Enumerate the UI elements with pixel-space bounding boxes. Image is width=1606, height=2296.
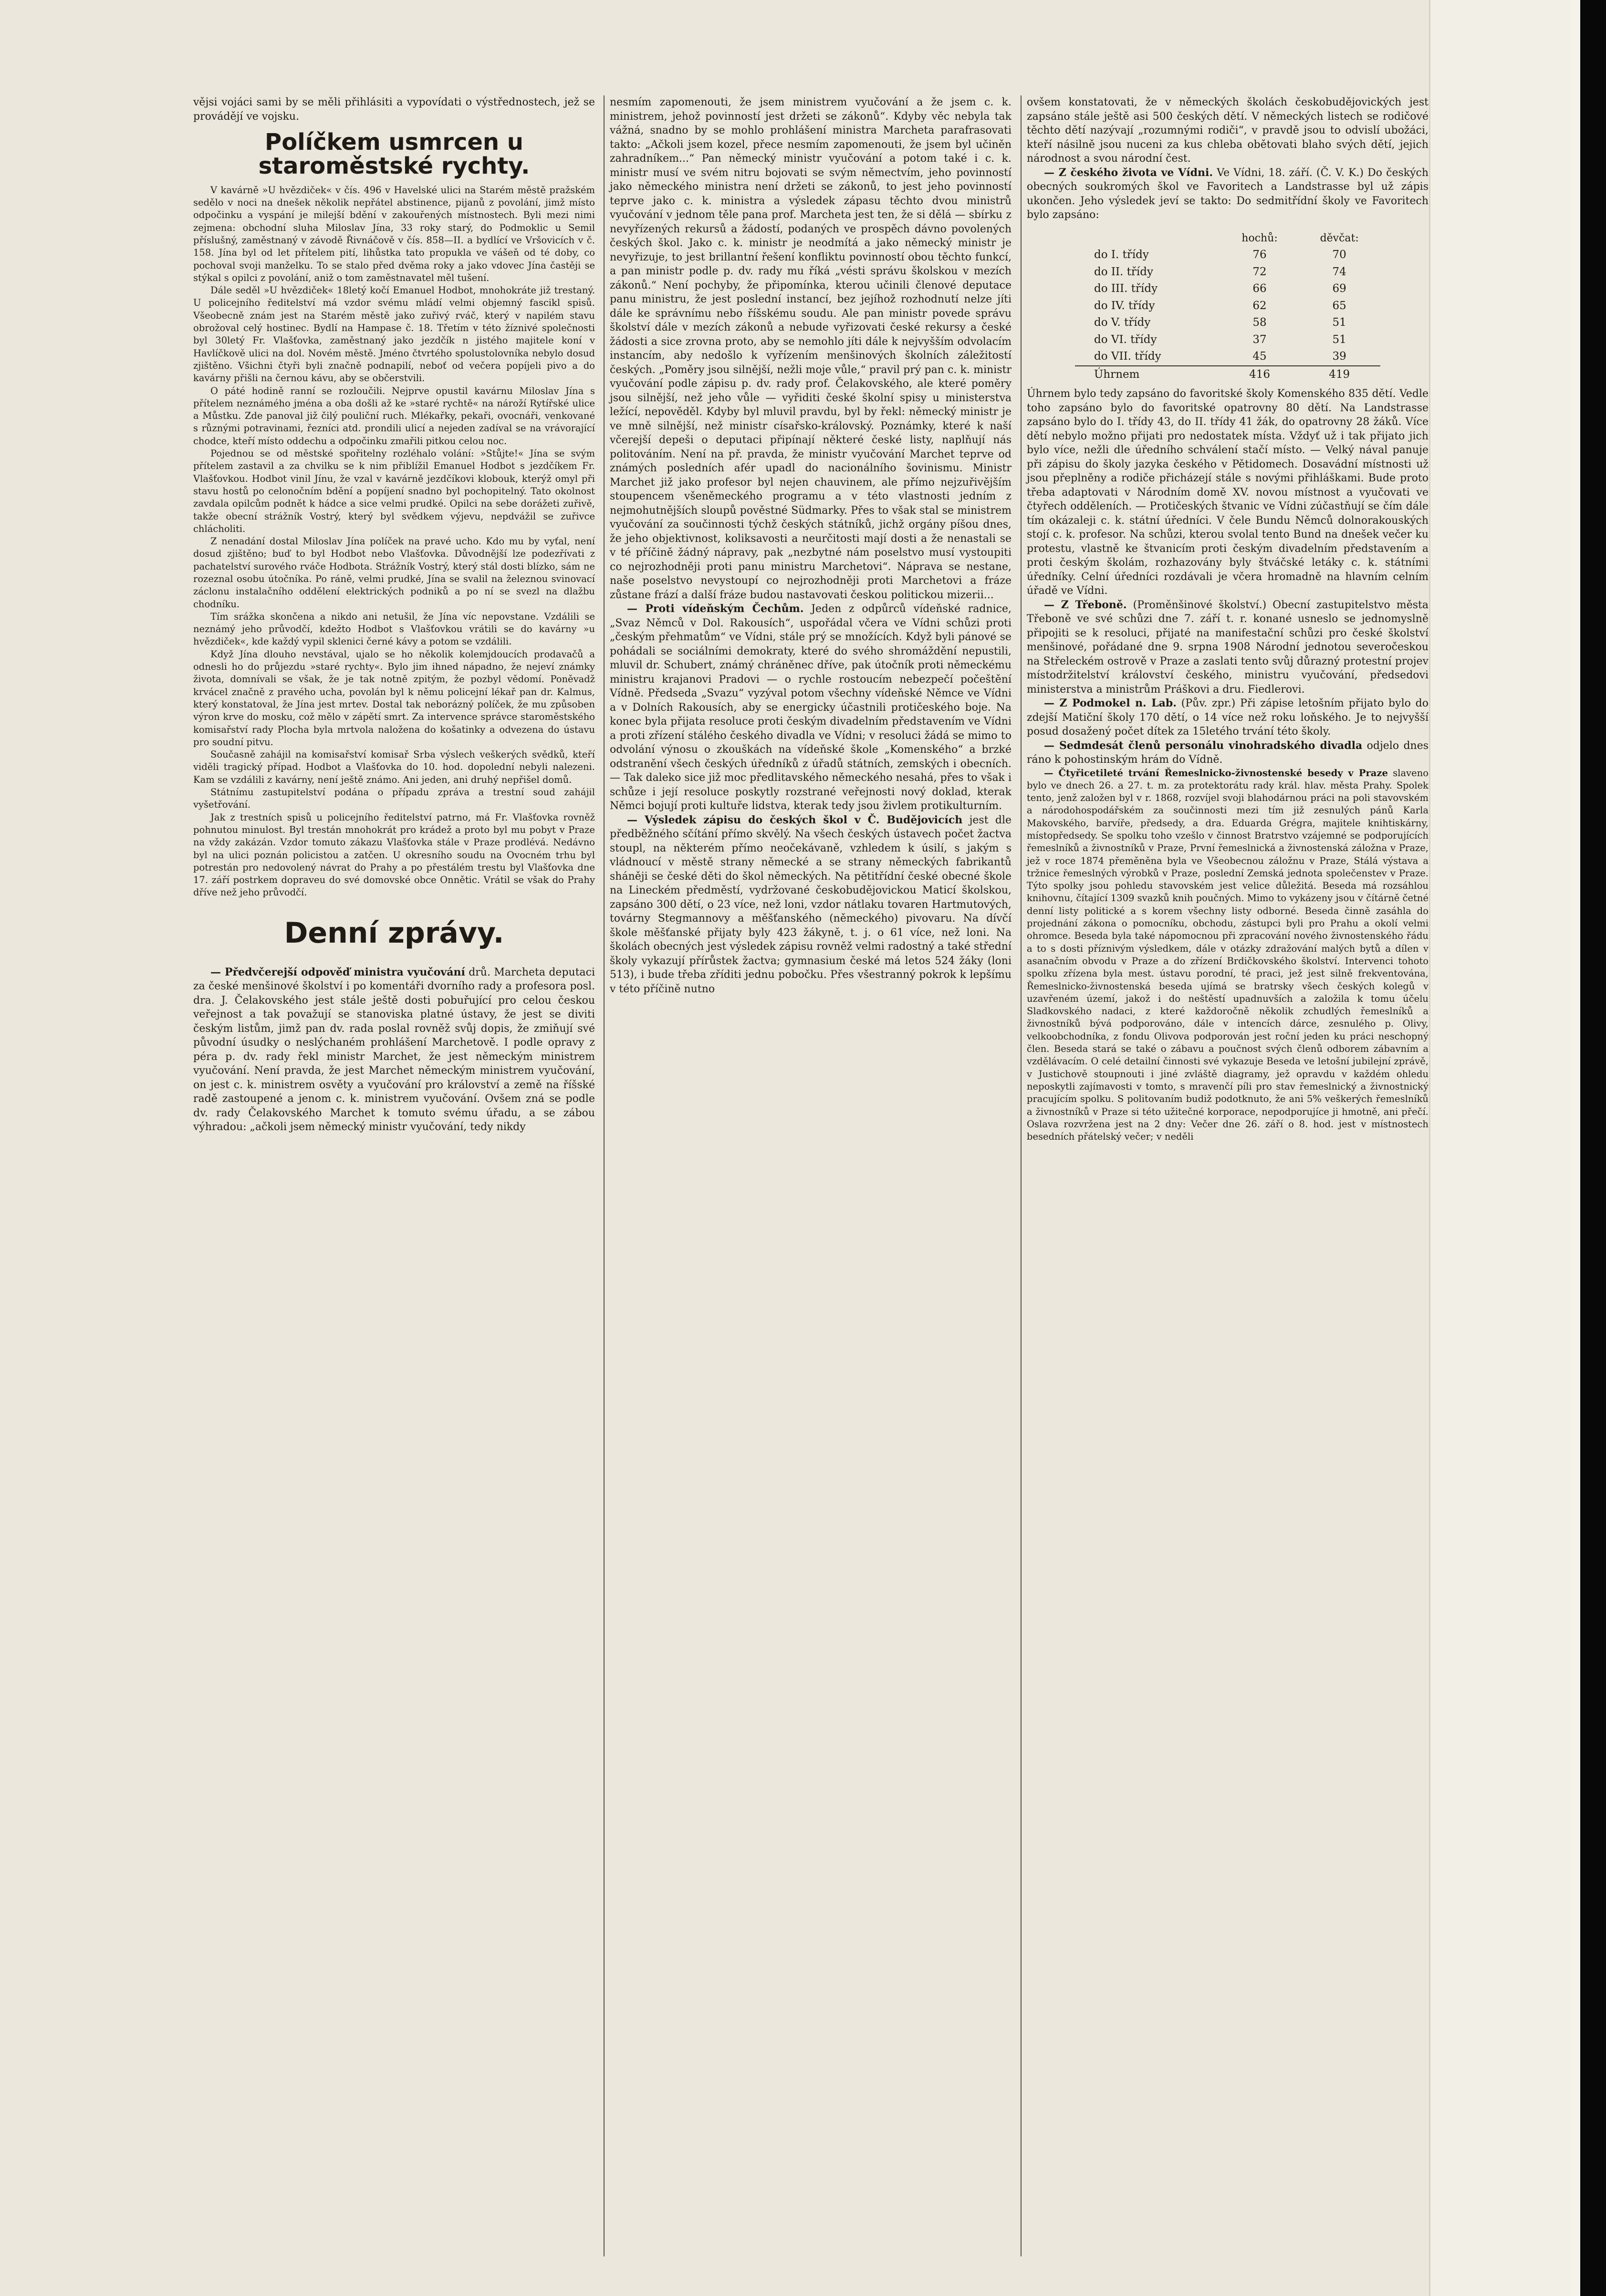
cell: 51 bbox=[1332, 316, 1346, 329]
row-label: do V. třídy bbox=[1094, 316, 1151, 329]
table-row bbox=[1075, 281, 1380, 298]
paragraph bbox=[610, 813, 1012, 997]
paragraph: Současně zahájil na komisařství komisař Srba výslech veškerých svědků, kteří viděli tragický případ. Hodbot a Vlašťovka do 10. hod. dopolední nebyli nalezeni. Kam se vzdálili z kavárny, není ještě známo. Ani jeden, ani druhý nepřišel domů. bbox=[193, 749, 595, 785]
table-header-row bbox=[1075, 230, 1380, 247]
news-text: jest dle předběžného sčítání přímo skvělý. Na všech českých ústavech počet žactva stoupl, na některém přímo neočekávaně, vzhledem k úsilí, s jakým s vládnoucí v městě strany německé a se strany německých fabrikantů sháněji se české děti do škol německých. Na pětitřídní české obecné škole na Lineckém předměstí, vydržované českobudějovickou Maticí školskou, zapsáno 300 dětí, o 23 více, než loni, vzdor nátlaku tovaren Hartmutových, továrny Stegmannovy a měšťanského (německého) pivovaru. Na dívčí škole měšťanské přijaty byly 423 žákyně, t. j. o 61 více, než loni. Na školách obecných jest výsledek zápisu rovněž velmi radostný a také střední školy vykazují přírůstek žactva; gymnasium české má letos 524 žáky (loni 513), i bude třeba zříditi jednu pobočku. Přes všestranný pokrok k lepšímu v této příčině nutno bbox=[610, 814, 1012, 995]
table-row bbox=[1075, 247, 1380, 264]
column-header: hochů: bbox=[1241, 232, 1278, 244]
news-text: (Proměnšinové školství.) Obecní zastupitelstvo města Třeboně ve své schůzi dne 7. září t. r. konané usneslo se jednomyslně připojiti se k resoluci, přijaté na manifestační schůzi pro české školství menšinové, pořádané dne 9. srpna 1908 Národní jednotou severočeskou na Střeleckém ostrově v Praze a zaslati tento svůj důrazný protestní projev místodržitelství království českého, ministru vyučování, předsedovi ministerstva a ministrům Práškovi a dru. Fiedlerovi. bbox=[1027, 599, 1429, 696]
paragraph: Z nenadání dostal Miloslav Jína políček na pravé ucho. Kdo mu by vyťal, není dosud zjištěno; buď to byl Hodbot nebo Vlašťovka. Důvodnější lze podezřívati z pachatelství surového rváče Hodbota. Strážník Vostrý, který stál dosti blízko, sám ne rozeznal osobu útočníka. Po ráně, velmi prudké, Jína se svalil na železnou svinovací záclonu instalačního oddělení elektrických podniků a po ní se svezl na dlažbu chodníku. bbox=[193, 536, 595, 610]
cell: 74 bbox=[1332, 265, 1346, 278]
cell: 72 bbox=[1252, 265, 1267, 278]
news-headline: — Proti vídeňským Čechům. bbox=[627, 603, 804, 615]
news-text: Jeden z odpůrců vídeňské radnice, „Svaz Němců v Dol. Rakousích“, uspořádal včera ve Vídni schůzi proti „českým přehmatům“ ve Vídni, stále prý se množících. Když byli pánové se pohádali se sociálními demokraty, které do svého shromáždění nepustili, mluvil dr. Schubert, známý chráněnec dříve, pak útočník proti německému ministru krajanovi Pradovi — o rychle rostoucím nebezpečí počeštění Vídně. Předseda „Svazu“ vyzýval potom všechny vídeňské Němce ve Vídni a v Dolních Rakousích, aby se energicky účastnili protičeského boje. Na konec byla přijata resoluce proti českým divadelním představením ve Vídni a proti zřízení stálého českého divadla ve Vídni; v resoluci žádá se mimo to odvolání výnosu o zkouškách na vídeňské škole „Komenského“ a brzké odstranění všech českých úředníků z úřadů státních, zemských i obecních. — Tak daleko sice již moc předlitavského německého nesahá, přes to však i schůze i její resoluce poskytly rozstrané veřejnosti nový doklad, kterak Němci bojují proti kultuře lidstva, kterak tedy jsou živlem protikulturním. bbox=[610, 603, 1012, 812]
article-title: Políčkem usmrcen u staroměstské rychty. bbox=[258, 129, 530, 180]
paragraph: O páté hodině ranní se rozloučili. Nejprve opustil kavárnu Miloslav Jína s přítelem neznámého jména a oba došli až ke »staré rychtě« na nároží Rytířské ulice a Můstku. Zde panoval již čilý pouliční ruch. Mlékařky, pekaři, ovocnáři, venkované s různými potravinami, řezníci atd. prondili ulicí a nejeden zadíval se na vrávorající chodce, kteří místo oddechu a odpočinku zmařili pitkou celou noc. bbox=[193, 385, 595, 447]
news-headline: — Z Třeboně. bbox=[1044, 598, 1127, 611]
table-total-row bbox=[1075, 366, 1380, 384]
paragraph: Dále seděl »U hvězdiček« 18letý kočí Emanuel Hodbot, mnohokráte již trestaný. U policejního ředitelství má vzdor svému mládí velmi objemný fascikl spisů. Všeobecně znám jest na Starém městě jako zuřivý rváč, který v napilém stavu obrožoval celý hostinec. Bydlí na Hampase č. 18. Třetím v této žíznivé společnosti byl 30letý Fr. Vlašťovka, zaměstnaný jako jezdčík n jistého majitele koní v Havlíčkově ulici na dol. Novém městě. Jméno čtvrtého spolustolovníka nebylo dosud zjištěno. Všichni čtyři byli značně podnapilí, neboť od večera popíjeli pivo a do kavárny přišli na černou kávu, aby se občerstvili. bbox=[193, 285, 595, 384]
paragraph bbox=[193, 966, 595, 1134]
paragraph: Jak z trestních spisů u policejního ředitelství patrno, má Fr. Vlašťovka rovněž pohnutou minulost. Byl trestán mnohokrát pro krádež a proto byl mu pobyt v Praze na vždy zakázán. Vzdor tomuto zákazu Vlašťovka stále v Praze prodlévá. Nedávno byl na ulici poznán policistou a zatčen. U okresního soudu na Ovocném trhu byl potrestán pro nedovolený návrat do Prahy a po přestálém trestu byl Vlašťovka dne 17. září postrkem dopraveu do své domovské obce Onnětic. Vrátil se však do Prahy dříve než jeho průvodčí. bbox=[193, 811, 595, 898]
cell: 62 bbox=[1252, 299, 1267, 312]
article-body bbox=[1027, 767, 1429, 1143]
paragraph: Úhrnem bylo tedy zapsáno do favoritské školy Komenského 835 dětí. Vedle toho zapsáno bylo do favoritské opatrovny 80 dětí. Na Landstrasse zapsáno bylo do I. třídy 43, do II. třídy 41 žák, do opatrovny 28 žáků. Více dětí nebylo možno přijati pro nedostatek místa. Vždyť už i tak přijato jich bylo více, nežli dle úředního schválení stačí místo. — Velký nával panuje při zápisu do školy jazyka českého v Pětidomech. Dosavádní místnosti už jsou přeplněny a rodiče přicházejí stále s novými přihláškami. Bude proto třeba adaptovati v Národním domě XV. novou místnost a vyučovati ve čtyřech odděleních. — Protičeských štvanic ve Vídni zúčastňují se čím dále tím okázaleji c. k. státní úředníci. V čele Bundu Němců dolnorakouských stojí c. k. profesor. Na schůzi, kterou svolal tento Bund na dnešek večer ku protestu, vlastně ke štvanicím proti českým divadelním představením a proti českým školám, rozhazovány byly štváčské letáky c. k. státními úředníky. Celní úředníci rozdávali je včera hromadně na hlavním celním úřadě ve Vídni. bbox=[1027, 388, 1429, 597]
cell: 70 bbox=[1332, 249, 1346, 261]
cell: 66 bbox=[1252, 282, 1267, 295]
row-label: do I. třídy bbox=[1094, 249, 1149, 261]
column-rule bbox=[1021, 95, 1022, 2256]
table-row bbox=[1075, 314, 1380, 332]
paragraph: Pojednou se od městské spořitelny rozléhalo volání: »Stůjte!« Jína se svým přítelem zastavil a za chvilku se k nim přiblížil Emanuel Hodbot s jezdčíkem Fr. Vlašťovkou. Hodbot vinil Jínu, že vzal v kavárně jezdčíkovi klobouk, kterýž omyl při stavu hostů po celonočním bdění a popíjení snadno byl pochopitelný. Tato okolnost zavdala opilcům podnět k hádce a sice velmi prudké. Opilci na sebe dorážeti zuřivě, takže obecní strážník Vostrý, který byl svědkem výjevu, nepdvážil se zuřivce chlácholiti. bbox=[193, 448, 595, 534]
news-headline: — Z Podmokel n. Lab. bbox=[1044, 697, 1177, 709]
intro-text: vějsi vojáci sami by se měli přihlásiti a vypovídati o výstřednostech, jež se provádějí ve vojsku. bbox=[193, 96, 595, 123]
news-text: odjelo dnes ráno k pohostinským hrám do Vídně. bbox=[1027, 739, 1429, 766]
news-headline: — Sedmdesát členů personálu vinohradského divadla bbox=[1044, 739, 1363, 752]
paragraph: Státnímu zastupitelství podána o případu zpráva a trestní soud zahájil vyšetřování. bbox=[193, 787, 595, 810]
cell: 58 bbox=[1252, 316, 1267, 329]
cell: 45 bbox=[1252, 350, 1267, 363]
paragraph: V kavárně »U hvězdiček« v čís. 496 v Havelské ulici na Starém městě pražském sedělo v noci na dnešek několik nepřátel abstinence, pijanů z povolání, jimž místo odpočinku a vyspání je milejší bdění v zakouřených místnostech. Byli mezi nimi zejmena: obchodní sluha Miloslav Jína, 33 roky starý, do Podmoklic u Semil příslušný, zaměstnaný v závodě Řivnáčově v čís. 858—II. a bydlící ve Vršovicích v č. 158. Jína byl od let přítelem pití, lihůstka tato propukla ve vášeň od té doby, co pochoval svoji manželku. To se stalo před dvěma roky a jako vdovec Jína častěji se stýkal s opilci z povolání, aniž o tom zaměstnavatel měl tušení. bbox=[193, 184, 595, 283]
paragraph bbox=[1027, 696, 1429, 739]
news-text: Ve Vídni, 18. září. (Č. V. K.) Do českých obecných soukromých škol ve Favoritech a Landstrasse byl už zápis ukončen. Jeho výsledek jeví se takto: Do sedmitřídní školy ve Favoritech bylo zapsáno: bbox=[1027, 166, 1429, 221]
row-label: do IV. třídy bbox=[1094, 299, 1155, 312]
cell: 39 bbox=[1332, 350, 1346, 363]
scan-border bbox=[1570, 0, 1606, 2296]
row-label: do VI. třídy bbox=[1094, 333, 1157, 346]
cell: 416 bbox=[1221, 366, 1299, 384]
paragraph: nesmím zapomenouti, že jsem ministrem vyučování a že jsem c. k. ministrem, jehož povinností jest držeti se zákonů“. Kdyby věc nebyla tak vážná, snadno by se mohlo prohlášení ministra Marcheta parafrasovati takto: „Ačkoli jsem kozel, přece nesmím zapomenouti, že jsem byl učiněn zahradníkem...“ Pan německý ministr vyučování a potom také i c. k. ministr musí ve svém nitru bojovati se svým němectvím, jeho povinností jako německého ministra není držeti se zákonů, to jest jeho povinností teprve jako c. k. ministra a výsledek zápasu těchto dvou ministrů vyučování v jednom těle pana prof. Marcheta jest ten, že si dělá — sbírku z nevyřízených rekursů a žádostí, podaných ve prospěch dávno povolených českých škol. Jako c. k. ministr je neodmítá a jako německý ministr je nevyřizuje, to jest brillantní řešení konfliktu povinností obou těchto funkcí, a pan ministr podle p. dv. rady mu říká „vésti správu školskou v mezích zákonů.“ Není pochyby, že připomínka, kterou učinili členové deputace panu ministru, že jest poslední instancí, bez jejíhož rozhodnutí nelze jíti dále ke správnímu nebo říšskému soudu. Ale pan ministr povede správu školství dále v mezích zákonů a nebude vyřizovati české rekursy a české žádosti a sice zrovna proto, aby se nemohlo jíti dále k nejvyšším odvolacím instancím, aby nedošlo k vyřízením menšinových školních záležitostí českých. „Poměry jsou silnější, nežli moje vůle,“ pravil prý pan c. k. ministr vyučování podle zápisu p. dv. rady prof. Čelakovského, ale které poměry jsou silnější, než jeho vůle — vyřiditi české školní spisy u ministerstva ležící, nepověděl. Kdyby byl mluvil pravdu, byl by řekl: německý ministr je ve mně silnější, než ministr císařsko-královský. Poznámky, které k naší včerejší depeši o deputaci připínají některé české listy, naplňují nás politováním. Není na př. pravda, že ministr vyučování Marchet teprve od známých posledních afér upadl do nacionálního šovinismu. Ministr Marchet již jako profesor byl nejen chauvinem, ale přímo nejzuřivějším stoupencem všeněmeckého programu a v této vlastnosti jedním z nejmohutnějších sloupů pověstné Südmarky. Přes to však stal se ministrem vyučování za součinnosti týchž českých státníků, jichž orgány píšou dnes, že jeho objektivnost, koliksavosti a neurčitosti mají dosti a že nenastali se v té příčině žádný nápravy, pak „nezbytné nám poselstvo musí vystoupiti co nejrozhodněji proti panu ministru Marchetovi“. Náprava se nestane, naše poselstvo nevystoupí co nejrozhodněji proti Marchetovi a fráze zůstane frází a další fráze budou nastavovati českou politickou mizerii... bbox=[610, 96, 1012, 601]
news-text: drů. Marcheta deputaci za české menšinové školství i po komentáři dvorního rady a profesora posl. dra. J. Čelakovského jest stále ještě dosti pobuřující pro celou českou veřejnost a tak považují se stanoviska platné ústavy, že jest se diviti českým listům, jimž pan dv. rada poslal rovněž svůj dopis, že zmiňují své původní úsudky o neslýchaném prohlášení Marchetově. I podle opravy z péra p. dv. rady řekl ministr Marchet, že jest německým ministrem vyučování. Není pravda, že jest Marchet německým ministrem vyučování, on jest c. k. ministrem osvěty a vyučování pro království a země na říšské radě zastoupené a jenom c. k. ministrem vyučování. Ovšem zná se podle dv. rady Čelakovského Marchet k tomuto svému úřadu, a se zábou výhradou: „ačkoli jsem německý ministr vyučování, tedy nikdy bbox=[193, 966, 595, 1133]
cell: 419 bbox=[1298, 366, 1380, 384]
section-title: Denní zprávy. bbox=[284, 916, 504, 950]
news-headline: — Z českého života ve Vídni. bbox=[1044, 166, 1213, 179]
cell: 51 bbox=[1332, 333, 1346, 346]
cell: 69 bbox=[1332, 282, 1346, 295]
paragraph bbox=[1027, 166, 1429, 222]
news-headline: — Čtyřicetileté trvání Řemeslnicko-živnostenské besedy v Praze bbox=[1044, 767, 1388, 779]
paragraph: Tím srážka skončena a nikdo ani netušil, že Jína víc nepovstane. Vzdálili se neznámý jeho průvodčí, kdežto Hodbot s Vlašťovkou vrátili se do kavárny »u hvězdiček«, kde každý vypil sklenici černé kávy a potom se vzdálili. bbox=[193, 611, 595, 647]
column-header: děvčat: bbox=[1320, 232, 1359, 244]
table-row bbox=[1075, 264, 1380, 281]
news-headline: — Předvčerejší odpověď ministra vyučování bbox=[210, 966, 465, 978]
column-rule bbox=[604, 95, 605, 2256]
row-label: Úhrnem bbox=[1075, 366, 1221, 384]
row-label: do VII. třídy bbox=[1094, 350, 1161, 363]
row-label: do II. třídy bbox=[1094, 265, 1153, 278]
news-text: slaveno bylo ve dnech 26. a 27. t. m. za protektorátu rady král. hlav. města Prahy. Spolek tento, jenž založen byl v r. 1868, rozvíjel svoji blahodárnou práci na poli stavovském a národohospodářském za součinnosti mezi tím již zesnulých pánů Karla Makovského, barvíře, předsedy, a dra. Eduarda Grégra, majitele knihtiskárny, místopředsedy. Se spolku toho vzešlo v činnost Bratrstvo vzájemné se podporujících řemeslníků a živnostníků v Praze, První řemeslnická a živnostenská záložna v Praze, jež v roce 1874 přeměněna byla ve Všeobecnou záložnu v Praze, Stálá výstava a tržnice řemeslných výrobků v Praze, poslední Zemská jednota společenstev v Praze. Týto spolky jsou pohledu stavovském jest velice důležitá. Beseda má rozsáhlou knihovnu, čítající 1309 svazků knih poučných. Mimo to vykázeny jsou v čítárně četné denní listy politické a s korem všechny listy odborné. Beseda činně zasáhla do projednání zákona o pomocníku, obchodu, zástupci byli pro Prahu a okolí velmi ohromce. Beseda byla také nápomocnou při zpracování nového živnostenského řádu a to s dosti příznivým výsledkem, dále v otázky zdražování malých bytů a dílen v asanačním obvodu v Praze a do zřízení Brdičkovského školství. Intervenci tohoto spolku zřízena byla mest. ústavu porodní, té praci, jež jest silně frekventována, Řemeslnicko-živnostenská beseda ujímá se bratrsky všech českých kolegů v uzavřeném území, jakož i do neštěstí upadnuvších a založila k tomu účelu Sladkovského nadaci, z které každoročně několik zchudlých řemeslníků a živnostníků bývá podporováno, dále v intencích dárce, zesnulého p. Olivy, velkoobchodníka, z fondu Olivova podporován jest roční jeden ku práci neschopný člen. Beseda stará se také o zábavu a poučnost svých členů odborem zábavním a vzdělávacím. O celé detailní činnosti své vykazuje Beseda ve letošní jubilejní zprávě, v Justichově stoupnouti i jiné zvláště diagramy, jež opravdu v každém ohledu neposkytli zajímavosti v tomto, s mravenčí píli pro stav řemeslnický a živnostnický pracujícím spolku. S politovaním budiž podotknuto, že ani 5% veškerých řemeslníků a živnostníků v Praze si této užitečné korporace, nepodporujíce ji hmotně, ani přečí. Oslava rozvržena jest na 2 dny: Večer dne 26. září o 8. hod. jest v místnostech besedních přátelský večer; v neděli bbox=[1027, 767, 1429, 1143]
paragraph bbox=[1027, 739, 1429, 767]
table-row bbox=[1075, 332, 1380, 349]
news-headline: — Výsledek zápisu do českých škol v Č. Budějovicích bbox=[627, 813, 963, 826]
cell: 76 bbox=[1252, 249, 1267, 261]
enrollment-table bbox=[1075, 230, 1380, 384]
column-3 bbox=[1027, 95, 1429, 1143]
article-body bbox=[193, 184, 595, 899]
paragraph: Když Jína dlouho nevstával, ujalo se ho několik kolemjdoucích prodavačů a odnesli ho do průjezdu »staré rychty«. Bylo jim ihned nápadno, že nejeví známky života, domnívali se však, že je tak notně zpitým, že pozbyl vědomí. Poněvadž krvácel značně z pravého ucha, povolán byl k němu policejní lékař pan dr. Kalmus, který konstatoval, že Jína jest mrtev. Dostal tak neborázný políček, že mu způsoben výron krve do mosku, což mělo v zápětí smrt. Za intervence správce staroměstského komisařství rady Plocha byla mrtvola naložena do košatinky a odvezena do ústavu pro soudní pitvu. bbox=[193, 648, 595, 748]
news-text: (Pův. zpr.) Při zápise letošním přijato bylo do zdejší Matiční školy 170 dětí, o 14 více než roku loňského. Je to nejvyšší posud dosažený počet dítek za 15letého trvání této školy. bbox=[1027, 697, 1429, 738]
table-row bbox=[1075, 348, 1380, 366]
cell: 65 bbox=[1332, 299, 1346, 312]
table-row bbox=[1075, 298, 1380, 315]
column-1 bbox=[193, 95, 595, 1134]
column-2 bbox=[610, 95, 1012, 996]
cell: 37 bbox=[1252, 333, 1267, 346]
paragraph bbox=[610, 602, 1012, 813]
paragraph: ovšem konstatovati, že v německých školách českobudějovických jest zapsáno stále ještě asi 500 českých dětí. V německých listech se rodičové těchto dětí nazývají „rozumnými rodiči“, v pravdě jsou to odvislí ubožáci, kteří násilně jsou nuceni za kus chleba obětovati blaho svých dětí, jejich národnost a svou národní čest. bbox=[1027, 96, 1429, 165]
paragraph bbox=[1027, 598, 1429, 697]
row-label: do III. třídy bbox=[1094, 282, 1158, 295]
paragraph bbox=[1027, 767, 1429, 1143]
